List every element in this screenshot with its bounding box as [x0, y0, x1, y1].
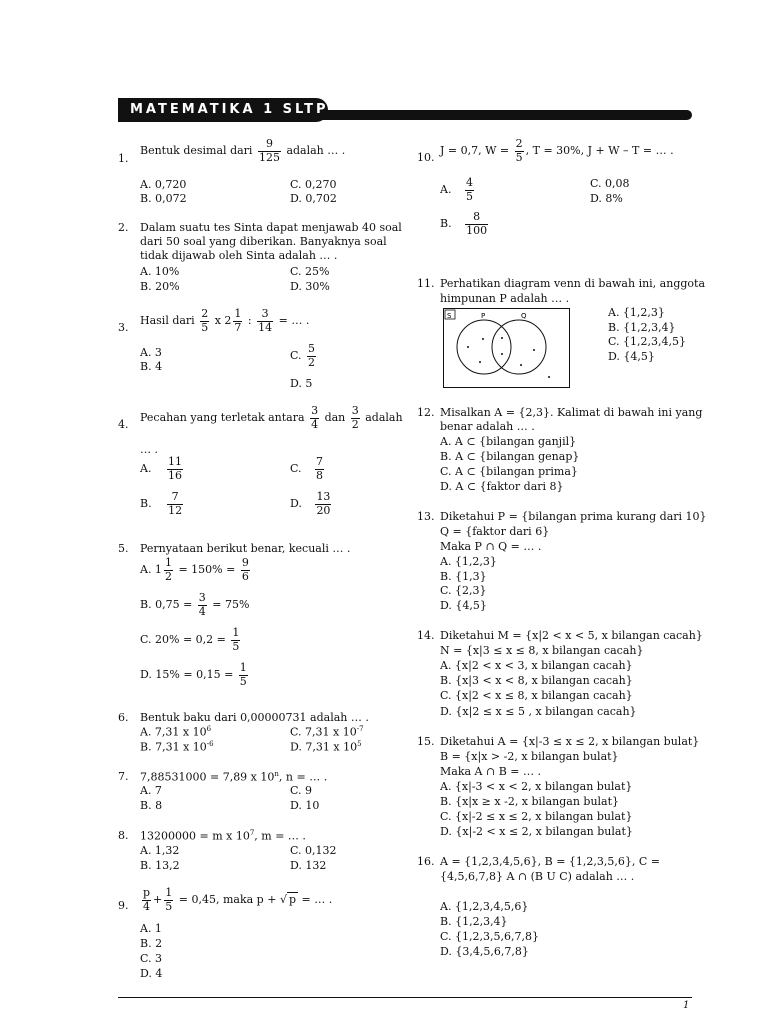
question-number: 3.: [118, 321, 129, 334]
question-number: 12.: [417, 406, 435, 419]
option-b[interactable]: B. {1,3}: [440, 570, 487, 583]
question-number: 5.: [118, 542, 129, 555]
fraction: [315, 456, 324, 482]
text: , n = … .: [278, 770, 328, 784]
fraction: [233, 308, 242, 334]
header-rule: [318, 110, 692, 120]
option-label: A.: [140, 462, 152, 476]
option-d[interactable]: D. 4: [140, 967, 163, 980]
text: +: [153, 893, 163, 907]
text: 13200000 = m x 10: [140, 829, 250, 843]
text: = 75%: [212, 598, 250, 612]
denominator: 16: [167, 468, 182, 482]
option-b[interactable]: [140, 491, 185, 517]
option-c[interactable]: C. 0,132: [290, 844, 337, 857]
question-text-cont: … .: [140, 443, 158, 456]
option-label: B.: [140, 497, 152, 511]
question-number: 4.: [118, 418, 129, 431]
numerator: 7: [167, 491, 183, 505]
option-c[interactable]: [290, 456, 326, 482]
option-d[interactable]: D. 10: [290, 799, 320, 812]
question-text: Bentuk baku dari 0,00000731 adalah … .: [140, 711, 369, 724]
option-label: D. 15% = 0,15 =: [140, 668, 234, 682]
option-b[interactable]: B. 13,2: [140, 859, 180, 872]
venn-label-p: P: [481, 312, 486, 320]
option-c[interactable]: C. {x|2 < x ≤ 8, x bilangan cacah}: [440, 689, 633, 702]
denominator: 4: [311, 417, 319, 431]
page-title: MATEMATIKA 1 SLTP: [130, 102, 329, 117]
venn-dot: [501, 337, 503, 339]
numerator: 2: [515, 137, 523, 150]
exponent: 7: [249, 829, 255, 837]
denominator: 125: [258, 150, 280, 164]
fraction: [164, 557, 173, 583]
text: dan: [324, 411, 346, 425]
option-b[interactable]: B. 20%: [140, 280, 180, 293]
question-number: 16.: [417, 855, 435, 868]
footer-rule: [118, 997, 692, 998]
option-d[interactable]: D. 30%: [290, 280, 330, 293]
option-d[interactable]: [290, 491, 333, 517]
denominator: 6: [241, 569, 249, 583]
text: , m = … .: [254, 829, 306, 843]
option-c[interactable]: C. {1,2,3,4,5}: [608, 335, 686, 348]
option-b[interactable]: B. 8: [140, 799, 163, 812]
option-label: B. 7,31 x 10: [140, 740, 207, 754]
question-line: Dalam suatu tes Sinta dapat menjawab 40 soal: [140, 221, 402, 234]
option-c[interactable]: [140, 627, 242, 653]
option-b[interactable]: [440, 211, 490, 237]
option-label: B.: [440, 217, 452, 231]
venn-dot: [533, 349, 535, 351]
option-d[interactable]: D. 5: [290, 377, 313, 390]
option-label: C.: [290, 462, 302, 476]
venn-svg: [444, 309, 569, 387]
question-text: [440, 138, 674, 164]
denominator: 2: [351, 417, 359, 431]
option-a[interactable]: A. 1: [140, 922, 162, 935]
question-line: dari 50 soal yang diberikan. Banyaknya soal: [140, 235, 387, 248]
denominator: 7: [234, 320, 242, 334]
numerator: p: [143, 886, 151, 899]
option-a[interactable]: A. 1,32: [140, 844, 180, 857]
option-label: A. 7,31 x 10: [140, 725, 207, 739]
question-text: [140, 308, 309, 334]
text: = … .: [301, 893, 333, 907]
denominator: 4: [198, 604, 206, 618]
numerator: 1: [232, 626, 240, 639]
venn-dot: [479, 361, 481, 363]
question-text: [140, 829, 306, 843]
numerator: 9: [258, 138, 281, 152]
venn-dot: [520, 364, 522, 366]
question-line: N = {x|3 ≤ x ≤ 8, x bilangan cacah}: [440, 644, 644, 657]
fraction: [239, 662, 248, 688]
question-line: A = {1,2,3,4,5,6}, B = {1,2,3,5,6}, C =: [440, 855, 661, 868]
option-a[interactable]: [440, 177, 476, 203]
option-label: D.: [290, 497, 302, 511]
question-number: 13.: [417, 510, 435, 523]
fraction: [351, 405, 360, 431]
text: x 2: [214, 314, 232, 328]
denominator: 5: [232, 639, 240, 653]
fraction: [164, 887, 173, 913]
question-line: himpunan P adalah … .: [440, 292, 570, 305]
numerator: 9: [241, 556, 249, 569]
exponent: -7: [356, 725, 364, 733]
numerator: 1: [234, 307, 242, 320]
text: adalah … .: [286, 144, 346, 158]
option-d[interactable]: D. A ⊂ {faktor dari 8}: [440, 480, 564, 493]
option-label: C. 7,31 x 10: [290, 725, 357, 739]
option-a[interactable]: [140, 725, 211, 739]
question-number: 7.: [118, 770, 129, 783]
question-line: B = {x|x > -2, x bilangan bulat}: [440, 750, 619, 763]
text: = 0,45, maka p +: [178, 893, 277, 907]
numerator: 13: [316, 490, 331, 503]
text: adalah: [365, 411, 403, 425]
text: Bentuk desimal dari: [140, 144, 253, 158]
option-d[interactable]: D. {x|-2 < x ≤ 2, x bilangan bulat}: [440, 825, 633, 838]
denominator: 20: [316, 503, 331, 517]
denominator: 2: [308, 355, 316, 369]
fraction: [465, 177, 474, 203]
question-number: 10.: [417, 151, 435, 164]
option-c[interactable]: C. 0,270: [290, 178, 337, 191]
header-banner: [118, 98, 692, 122]
question-line: Maka P ∩ Q = … .: [440, 540, 542, 553]
question-number: 6.: [118, 711, 129, 724]
venn-label-s: S: [447, 312, 452, 320]
text: Hasil dari: [140, 314, 195, 328]
option-d[interactable]: D. {3,4,5,6,7,8}: [440, 945, 529, 958]
option-d[interactable]: D. 0,702: [290, 192, 337, 205]
venn-circle-p: [457, 320, 511, 374]
question-number: 9.: [118, 899, 129, 912]
option-a[interactable]: A. 0,720: [140, 178, 187, 191]
option-b[interactable]: [140, 740, 214, 754]
denominator: 5: [165, 899, 173, 913]
exponent: n: [274, 770, 279, 778]
question-text: Pernyataan berikut benar, kecuali … .: [140, 542, 351, 555]
numerator: 4: [465, 176, 473, 189]
text: = 150% =: [178, 563, 236, 577]
numerator: 3: [311, 404, 319, 417]
option-label: B. 0,75 =: [140, 598, 193, 612]
option-b[interactable]: B. A ⊂ {bilangan genap}: [440, 450, 580, 463]
question-number: 8.: [118, 829, 129, 842]
numerator: 3: [257, 308, 273, 322]
option-c[interactable]: C. 9: [290, 784, 313, 797]
option-a[interactable]: A. {1,2,3,4,5,6}: [440, 900, 529, 913]
exponent: -6: [206, 740, 214, 748]
fraction: [258, 138, 281, 164]
numerator: 8: [465, 211, 488, 225]
fraction: [515, 138, 524, 164]
question-line: Diketahui P = {bilangan prima kurang dari 10}: [440, 510, 707, 523]
numerator: 2: [201, 307, 209, 320]
question-line: Maka A ∩ B = … .: [440, 765, 541, 778]
option-label: A.: [440, 183, 452, 197]
numerator: 5: [308, 342, 316, 355]
denominator: 2: [164, 569, 172, 583]
option-c[interactable]: C. 0,08: [590, 177, 630, 190]
numerator: 1: [239, 661, 247, 674]
fraction: [167, 456, 183, 482]
numerator: 1: [164, 556, 172, 569]
denominator: 4: [143, 899, 151, 913]
option-c[interactable]: C. 3: [140, 952, 163, 965]
text: 7,88531000 = 7,89 x 10: [140, 770, 275, 784]
option-b[interactable]: B. {1,2,3,4}: [440, 915, 508, 928]
denominator: 5: [515, 150, 523, 164]
option-a[interactable]: A. {x|-3 < x < 2, x bilangan bulat}: [440, 780, 633, 793]
numerator: 3: [198, 591, 206, 604]
question-line: Diketahui M = {x|2 < x < 5, x bilangan cacah}: [440, 629, 703, 642]
venn-dot: [501, 353, 503, 355]
option-a[interactable]: A. 7: [140, 784, 162, 797]
fraction: [198, 592, 207, 618]
text: :: [247, 314, 252, 328]
venn-dot: [467, 346, 469, 348]
option-b[interactable]: B. {x|3 < x < 8, x bilangan cacah}: [440, 674, 633, 687]
question-line: {4,5,6,7,8} A ∩ (B U C) adalah … .: [440, 870, 635, 883]
question-line: Misalkan A = {2,3}. Kalimat di bawah ini yang: [440, 406, 703, 419]
exponent: 6: [206, 725, 212, 733]
text: J = 0,7, W =: [440, 144, 510, 158]
text: = … .: [278, 314, 310, 328]
option-d[interactable]: D. 8%: [590, 192, 623, 205]
denominator: 12: [168, 503, 183, 517]
denominator: 14: [258, 320, 273, 334]
option-c[interactable]: C. 25%: [290, 265, 330, 278]
question-line: Q = {faktor dari 6}: [440, 525, 550, 538]
option-c[interactable]: C. {1,2,3,5,6,7,8}: [440, 930, 539, 943]
fraction: [142, 887, 151, 913]
fraction: [231, 627, 240, 653]
denominator: 8: [316, 468, 324, 482]
sqrt-icon: √: [279, 893, 287, 907]
option-c[interactable]: [290, 343, 318, 369]
question-text: [140, 887, 332, 913]
radicand: p: [288, 893, 296, 907]
denominator: 100: [466, 223, 488, 237]
option-b[interactable]: B. 0,072: [140, 192, 187, 205]
option-b[interactable]: B. {x|x ≥ x -2, x bilangan bulat}: [440, 795, 620, 808]
option-a[interactable]: [140, 557, 252, 583]
option-b[interactable]: B. {1,2,3,4}: [608, 321, 676, 334]
question-line: Perhatikan diagram venn di bawah ini, anggota: [440, 277, 706, 290]
option-d[interactable]: D. {4,5}: [440, 599, 487, 612]
option-a[interactable]: A. {1,2,3}: [608, 306, 665, 319]
page-number: 1: [683, 1000, 690, 1011]
question-number: 14.: [417, 629, 435, 642]
question-text: [140, 770, 327, 784]
question-number: 1.: [118, 152, 129, 165]
option-d[interactable]: D. {4,5}: [608, 350, 655, 363]
venn-dot: [548, 376, 550, 378]
option-a[interactable]: A. 10%: [140, 265, 180, 278]
exponent: 5: [357, 740, 362, 748]
text: Pecahan yang terletak antara: [140, 411, 305, 425]
question-text: [140, 138, 345, 164]
fraction: [200, 308, 209, 334]
fraction: [167, 491, 183, 517]
question-number: 15.: [417, 735, 435, 748]
option-a[interactable]: A. 3: [140, 346, 162, 359]
question-number: 2.: [118, 221, 129, 234]
question-text: [140, 405, 403, 431]
fraction: [315, 491, 331, 517]
denominator: 5: [239, 674, 247, 688]
fraction: [307, 343, 316, 369]
option-c[interactable]: C. {2,3}: [440, 584, 487, 597]
option-c[interactable]: C. {x|-2 ≤ x ≤ 2, x bilangan bulat}: [440, 810, 633, 823]
option-label: D. 7,31 x 10: [290, 740, 358, 754]
option-c[interactable]: C. A ⊂ {bilangan prima}: [440, 465, 578, 478]
option-b[interactable]: [140, 592, 249, 618]
venn-circle-q: [492, 320, 546, 374]
question-line: benar adalah … .: [440, 420, 535, 433]
fraction: [465, 211, 488, 237]
option-label: A. 1: [140, 563, 162, 577]
venn-diagram: [443, 308, 570, 388]
option-d[interactable]: [290, 740, 362, 754]
option-d[interactable]: D. 132: [290, 859, 327, 872]
denominator: 5: [201, 320, 209, 334]
option-d[interactable]: D. {x|2 ≤ x ≤ 5 , x bilangan cacah}: [440, 705, 637, 718]
numerator: 7: [316, 455, 324, 468]
option-b[interactable]: B. 4: [140, 360, 163, 373]
text: , T = 30%, J + W – T = … .: [525, 144, 674, 158]
venn-label-q: Q: [521, 312, 527, 320]
option-c[interactable]: [290, 725, 364, 739]
question-line: tidak dijawab oleh Sinta adalah … .: [140, 249, 338, 262]
venn-dot: [482, 338, 484, 340]
numerator: 3: [351, 404, 359, 417]
option-a[interactable]: A. A ⊂ {bilangan ganjil}: [440, 435, 577, 448]
fraction: [241, 557, 250, 583]
numerator: 11: [167, 455, 182, 468]
option-a[interactable]: A. {x|2 < x < 3, x bilangan cacah}: [440, 659, 633, 672]
option-a[interactable]: A. {1,2,3}: [440, 555, 497, 568]
fraction: [310, 405, 319, 431]
option-b[interactable]: B. 2: [140, 937, 163, 950]
option-d[interactable]: [140, 662, 250, 688]
fraction: [257, 308, 273, 334]
numerator: 1: [165, 886, 173, 899]
question-line: Diketahui A = {x|-3 ≤ x ≤ 2, x bilangan bulat}: [440, 735, 700, 748]
denominator: 5: [465, 189, 473, 203]
question-number: 11.: [417, 277, 435, 290]
option-label: C.: [290, 349, 302, 363]
option-label: C. 20% = 0,2 =: [140, 633, 226, 647]
option-a[interactable]: [140, 456, 185, 482]
